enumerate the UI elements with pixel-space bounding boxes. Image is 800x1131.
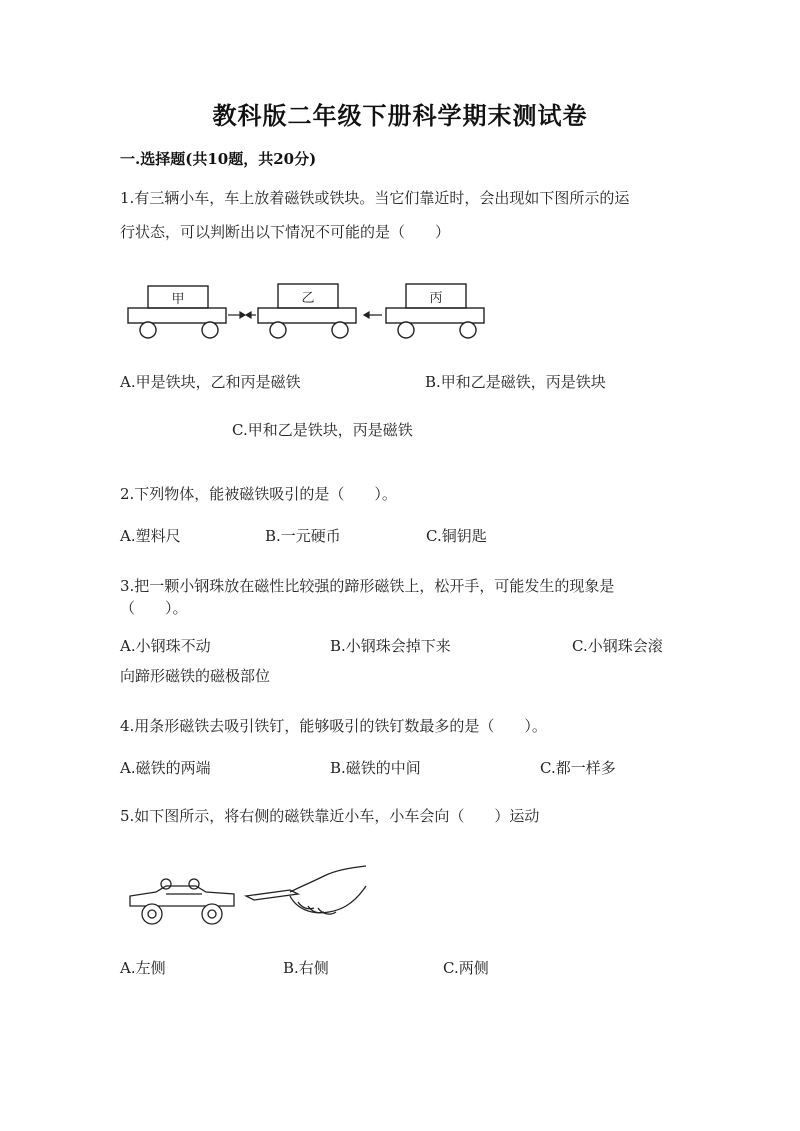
toy-car-wheel-left [142, 904, 162, 924]
question-2-option-c[interactable]: C.铜钥匙 [426, 527, 487, 545]
question-5-text: 5.如下图所示，将右侧的磁铁靠近小车，小车会向（ ）运动 [120, 807, 540, 825]
cart-bing-body [386, 308, 484, 323]
page-title: 教科版二年级下册科学期末测试卷 [212, 101, 588, 130]
cart-jia-wheel-right [202, 322, 218, 338]
cart-jia-wheel-left [140, 322, 156, 338]
question-1-text-line-2: 行状态，可以判断出以下情况不可能的是（ ） [120, 223, 451, 241]
question-3-option-c-continued[interactable]: 向蹄形磁铁的磁极部位 [120, 667, 271, 685]
question-3-option-c[interactable]: C.小钢珠会滚 [572, 637, 663, 655]
cart-jia-body [128, 308, 226, 323]
cart-label-yi: 乙 [301, 291, 315, 306]
question-4-text: 4.用条形磁铁去吸引铁钉，能够吸引的铁钉数最多的是（ ）。 [120, 717, 547, 735]
toy-car-front-dome [161, 879, 171, 889]
hand-palm [290, 886, 366, 913]
cart-label-bing: 丙 [429, 291, 443, 306]
toy-car-body [130, 886, 234, 906]
three-carts-figure [126, 278, 490, 344]
question-3-text-line-2: （ ）。 [120, 599, 188, 617]
car-and-magnet-figure [126, 862, 376, 932]
arrowhead-yi [246, 312, 251, 318]
question-2-text: 2.下列物体，能被磁铁吸引的是（ ）。 [120, 485, 397, 503]
question-5-option-c[interactable]: C.两侧 [443, 959, 489, 977]
question-3-option-a[interactable]: A.小钢珠不动 [120, 637, 211, 655]
question-1-option-c[interactable]: C.甲和乙是铁块，丙是磁铁 [232, 421, 413, 439]
question-2-option-b[interactable]: B.一元硬币 [265, 527, 341, 545]
arrowhead-jia [240, 312, 245, 318]
arrowhead-bing [364, 312, 369, 318]
cart-yi-wheel-left [270, 322, 286, 338]
question-4-option-a[interactable]: A.磁铁的两端 [120, 759, 211, 777]
question-3-option-b[interactable]: B.小钢珠会掉下来 [330, 637, 451, 655]
question-1-option-a[interactable]: A.甲是铁块，乙和丙是磁铁 [120, 373, 301, 391]
cart-yi-wheel-right [332, 322, 348, 338]
cart-bing-wheel-right [460, 322, 476, 338]
question-1-text-line-1: 1.有三辆小车，车上放着磁铁或铁块。当它们靠近时，会出现如下图所示的运 [120, 189, 630, 207]
question-2-option-a[interactable]: A.塑料尺 [120, 527, 181, 545]
cart-bing-wheel-left [398, 322, 414, 338]
question-5-option-b[interactable]: B.右侧 [283, 959, 329, 977]
toy-car-rear-dome [189, 879, 199, 889]
toy-car-wheel-right [202, 904, 222, 924]
hand-arm-top [290, 866, 366, 892]
section-heading: 一.选择题(共10题，共20分) [120, 150, 317, 168]
cart-label-jia: 甲 [171, 292, 185, 307]
cart-yi-body [258, 308, 356, 323]
question-3-text-line-1: 3.把一颗小钢珠放在磁性比较强的蹄形磁铁上，松开手，可能发生的现象是 [120, 577, 615, 595]
question-4-option-b[interactable]: B.磁铁的中间 [330, 759, 421, 777]
question-4-option-c[interactable]: C.都一样多 [540, 759, 616, 777]
question-5-option-a[interactable]: A.左侧 [120, 959, 166, 977]
question-1-option-b[interactable]: B.甲和乙是磁铁，丙是铁块 [425, 373, 606, 391]
